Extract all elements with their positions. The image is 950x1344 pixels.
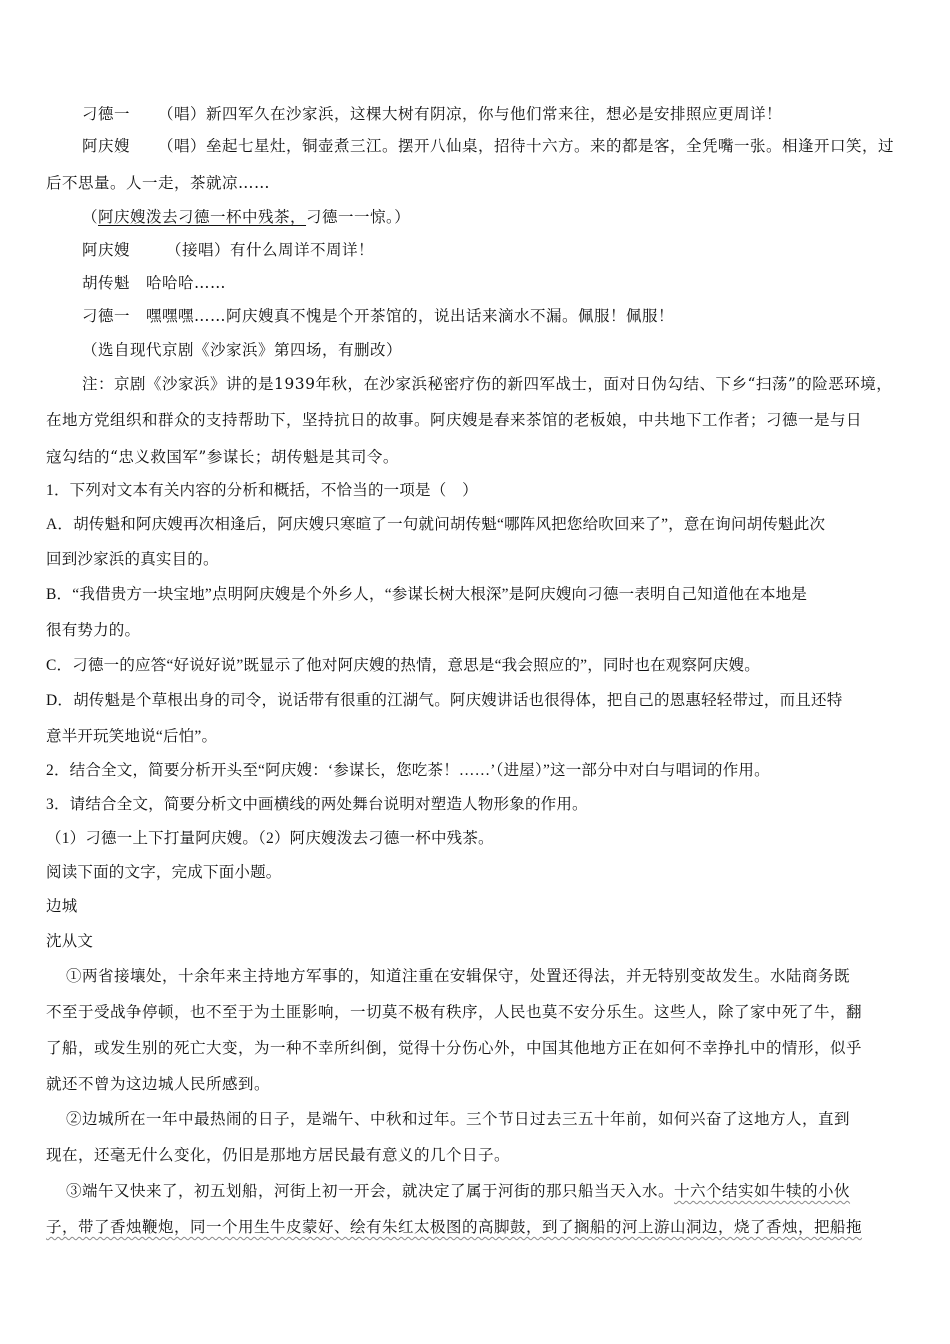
option-d-line-2: 意半开玩笑地说“后怕”。 <box>46 728 218 745</box>
question-3-subitems: （1）刁德一上下打量阿庆嫂。（2）阿庆嫂泼去刁德一杯中残茶。 <box>46 830 494 847</box>
note-line-2: 在地方党组织和群众的支持帮助下，坚持抗日的故事。阿庆嫂是春来茶馆的老板娘，中共地下工作者；刁德一是与日 <box>46 411 863 429</box>
passage-title: 边城 <box>46 898 78 915</box>
drama-line-6 <box>82 273 226 293</box>
dialogue-text: （唱）垒起七星灶，铜壶煮三江。摆开八仙桌，招待十六方。来的都是客，全凭嘴一张。相逢开口笑，过 <box>158 137 895 155</box>
reading-instruction: 阅读下面的文字，完成下面小题。 <box>46 864 282 881</box>
option-d-line-1: D．胡传魁是个草根出身的司令，说话带有很重的江湖气。阿庆嫂讲话也很得体，把自己的恩惠轻轻带过，而且还特 <box>46 692 843 709</box>
question-2: 2．结合全文，简要分析开头至“阿庆嫂：‘参谋长，您吃茶！……’（进屋）”这一部分中对白与唱词的作用。 <box>46 762 770 779</box>
drama-line-1 <box>82 104 782 124</box>
dialogue-text: 哈哈哈…… <box>146 274 227 292</box>
paragraph-1-line-3: 了船，或发生别的死亡大变，为一种不幸所纠倒，觉得十分伤心外，中国其他地方正在如何不幸挣扎中的情形，似乎 <box>46 1039 863 1057</box>
dialogue-text: 嘿嘿嘿……阿庆嫂真不愧是个开茶馆的，说出话来滴水不漏。佩服！佩服！ <box>146 307 675 325</box>
paragraph-2-line-1: ②边城所在一年中最热闹的日子，是端午、中秋和过年。三个节日过去三五十年前，如何兴奋了这地方人，直到 <box>66 1110 851 1128</box>
paragraph-2-line-2: 现在，还毫无什么变化，仍旧是那地方居民最有意义的几个日子。 <box>46 1146 511 1164</box>
option-a-line-2: 回到沙家浜的真实目的。 <box>46 551 219 568</box>
dialogue-text: （接唱）有什么周详不周详！ <box>166 241 375 259</box>
option-b-line-2: 很有势力的。 <box>46 622 141 639</box>
speaker-name: 刁德一 <box>82 307 131 325</box>
underlined-stage-direction: 阿庆嫂泼去刁德一杯中残茶， <box>98 208 307 226</box>
dialogue-text: （唱）新四军久在沙家浜，这棵大树有阴凉，你与他们常来往，想必是安排照应更周详！ <box>158 105 783 123</box>
passage-author: 沈从文 <box>46 933 94 950</box>
paragraph-1-line-4: 就还不曾为这边城人民所感到。 <box>46 1075 271 1093</box>
speaker-name: 阿庆嫂 <box>82 137 131 155</box>
source-citation: （选自现代京剧《沙家浜》第四场，有删改） <box>82 341 403 359</box>
question-3: 3．请结合全文，简要分析文中画横线的两处舞台说明对塑造人物形象的作用。 <box>46 796 588 813</box>
wavy-underlined-text: 十六个结实如牛犊的小伙 <box>674 1182 851 1200</box>
paragraph-1-line-1: ①两省接壤处，十余年来主持地方军事的，知道注重在安辑保守，处置还得法，并无特别变故发生。水陆商务既 <box>66 967 851 985</box>
paragraph-3-line-2: 子，带了香烛鞭炮，同一个用生牛皮蒙好、绘有朱红太极图的高脚鼓，到了搁船的河上游山洞边，烧了香烛，把船拖 <box>46 1218 863 1236</box>
drama-line-3: 后不思量。人一走，茶就凉…… <box>46 174 271 192</box>
option-c: C．刁德一的应答“好说好说”既显示了他对阿庆嫂的热情，意思是“我会照应的”，同时也在观察阿庆嫂。 <box>46 657 760 674</box>
speaker-name: 胡传魁 <box>82 274 131 292</box>
drama-line-5 <box>82 240 374 260</box>
stage-direction: （阿庆嫂泼去刁德一杯中残茶，刁德一一惊。） <box>82 208 411 226</box>
speaker-name: 阿庆嫂 <box>82 241 131 259</box>
paragraph-3-line-1: ③端午又快来了，初五划船，河街上初一开会，就决定了属于河街的那只船当天入水。十六个结实如牛犊的小伙 <box>66 1182 851 1200</box>
note-line-3: 寇勾结的“忠义救国军”参谋长；胡传魁是其司令。 <box>46 448 399 466</box>
speaker-name: 刁德一 <box>82 105 131 123</box>
note-line-1: 注：京剧《沙家浜》讲的是1939年秋，在沙家浜秘密疗伤的新四军战士，面对日伪勾结、下乡“扫荡”的险恶环境， <box>82 375 893 393</box>
option-b-line-1: B．“我借贵方一块宝地”点明阿庆嫂是个外乡人，“参谋长树大根深”是阿庆嫂向刁德一表明自己知道他在本地是 <box>46 586 808 603</box>
question-1: 1．下列对文本有关内容的分析和概括，不恰当的一项是（ ） <box>46 482 478 499</box>
drama-line-2 <box>82 136 894 156</box>
drama-line-7 <box>82 306 674 326</box>
paragraph-1-line-2: 不至于受战争停顿，也不至于为土匪影响，一切莫不极有秩序，人民也莫不安分乐生。这些人，除了家中死了牛，翻 <box>46 1003 863 1021</box>
option-a-line-1: A．胡传魁和阿庆嫂再次相逢后，阿庆嫂只寒暄了一句就问胡传魁“哪阵风把您给吹回来了”，意在询问胡传魁此次 <box>46 516 826 533</box>
